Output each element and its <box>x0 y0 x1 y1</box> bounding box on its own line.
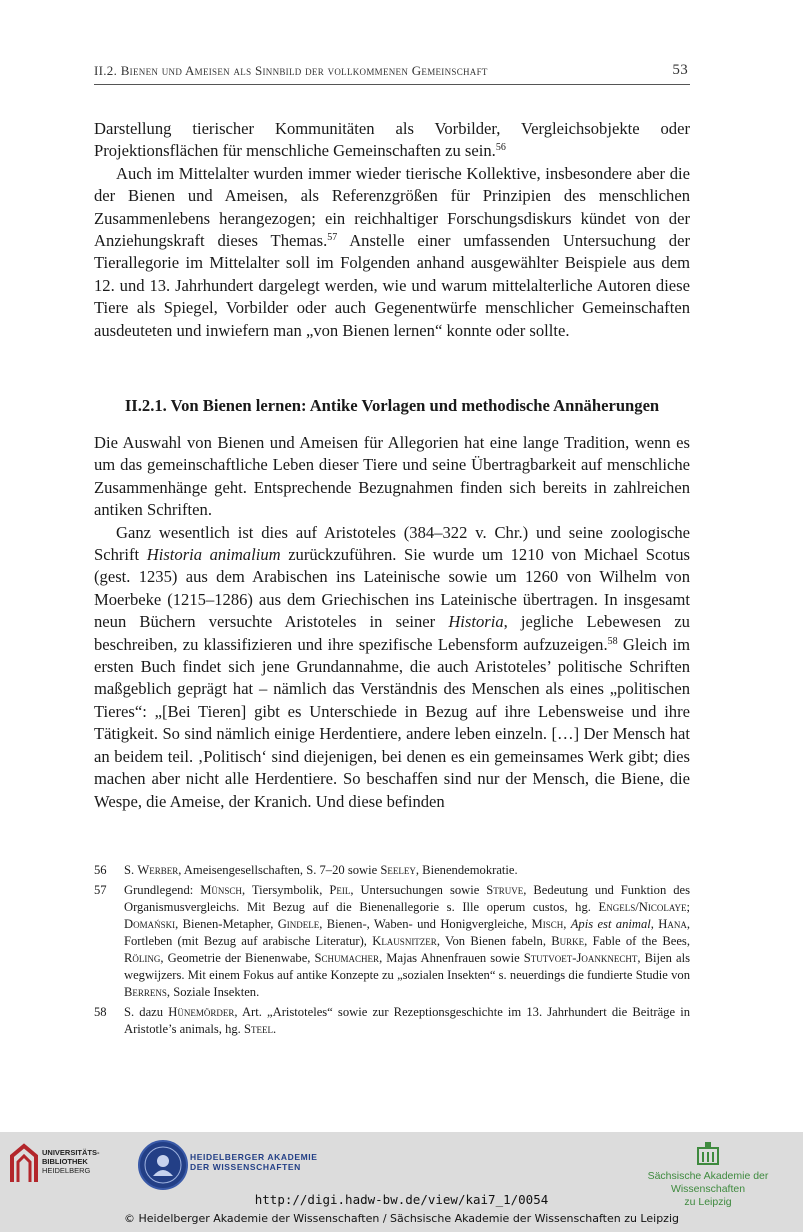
author-name: Misch <box>531 917 564 931</box>
hadw-logo-text <box>190 1152 318 1172</box>
footnote-text: , Von Bienen fabeln, <box>436 934 552 948</box>
footnote-text: , Bienen-, Waben- und Honigvergleiche, <box>319 917 532 931</box>
author-name: Stutvoet-Joanknecht <box>523 951 638 965</box>
author-name: Peil <box>329 883 351 897</box>
footnote-text: Grundlegend: <box>124 883 201 897</box>
italic-title: Historia <box>448 612 504 632</box>
ub-line: BIBLIOTHEK <box>42 1157 88 1166</box>
footnote-text: , Soziale Insekten. <box>166 985 260 999</box>
ub-line: UNIVERSITÄTS- <box>42 1148 100 1157</box>
author-name: Berrens <box>124 985 167 999</box>
footnote-ref[interactable]: 56 <box>495 142 506 154</box>
ub-line: HEIDELBERG <box>42 1166 91 1175</box>
paragraph-text: Anstelle einer umfassenden Untersuchung der Tierallegorie im Mittelalter soll im Folgenden anhand ausgewählter Beispiele aus dem 12. und 13. Jahrhundert dargelegt werden, wie und warum mittelalterliche Autoren diese Tiere als Spiegel, Vorbilder oder auch Gegenentwürfe menschlicher Gemeinschaften ausdeuteten und inwiefern man „von Bienen lernen“ konnte oder sollte. <box>94 231 690 340</box>
italic-title: Historia animalium <box>146 545 281 565</box>
footnote-text: , Bedeutung und Funktion des Organismusvergleichs. Mit Bezug auf die Bienenallegorie s. Ille operum custos, hg. <box>124 883 690 914</box>
footnote-text: , Tiersymbolik, <box>241 883 330 897</box>
author-name: Schumacher <box>314 951 380 965</box>
author-name: Werber <box>137 863 179 877</box>
footnote-text: , Fortleben (mit Bezug auf arabische Literatur), <box>124 917 691 948</box>
copyright-notice: © Heidelberger Akademie der Wissenschaften / Sächsische Akademie der Wissenschaften zu Leipzig <box>123 1212 679 1225</box>
footnote-text: , <box>563 917 571 931</box>
paragraph <box>94 522 690 813</box>
footnote-text: , Majas Ahnenfrauen sowie <box>379 951 524 965</box>
footnote-text: ; <box>686 900 690 914</box>
permalink-url[interactable]: http://digi.hadw-bw.de/view/kai7_1/0054 <box>254 1192 549 1207</box>
author-name: Hana <box>658 917 687 931</box>
author-name: Struve <box>486 883 524 897</box>
author-name: Steel <box>243 1022 273 1036</box>
saw-line: zu Leipzig <box>684 1196 732 1208</box>
paragraph-text: zurückzuführen. Sie wurde um 1210 von Michael Scotus (gest. 1235) aus dem Arabischen ins Lateinische sowie um 1260 von Wilhelm von Moerbeke (1215–1286) aus dem Griechischen ins Lateinische übertragen. In insgesamt neun Büchern versuchte Aristoteles in seiner <box>94 545 691 632</box>
footnote-ref[interactable]: 58 <box>607 635 618 647</box>
paragraph-text: , jegliche Lebewesen zu beschreiben, zu klassifizieren und ihre spezifische Lebensform aufzuzeigen. <box>94 612 690 654</box>
footnote-text: , Bienen-Metapher, <box>175 917 278 931</box>
author-name: Gindele <box>277 917 320 931</box>
paragraph-text: Auch im Mittelalter wurden immer wieder tierische Kollektive, insbesondere aber die der Bienen und Ameisen, als Referenzgrößen für Prinzipien des menschlichen Zusammenlebens herangezogen; ein reichhaltiger Forschungsdiskurs kündet von der Anziehungskraft dieses Themas. <box>94 163 690 251</box>
footnote-text: , <box>650 917 659 931</box>
footnote-text: , Bienendemokratie. <box>415 863 518 877</box>
footnote-text: , Geometrie der Bienenwabe, <box>160 951 315 965</box>
section-heading: II.2.1. Von Bienen lernen: Antike Vorlagen und methodische Annäherungen <box>124 396 660 415</box>
running-head-title: II.2. Bienen und Ameisen als Sinnbild der vollkommenen Gemeinschaft <box>94 63 488 78</box>
ub-heidelberg-logo[interactable] <box>8 1142 118 1192</box>
page-number: 53 <box>672 62 688 78</box>
author-name: Röling <box>124 951 161 965</box>
hadw-line: DER WISSENSCHAFTEN <box>190 1162 301 1172</box>
author-name: Domański <box>124 917 176 931</box>
hadw-logo[interactable] <box>138 1140 338 1198</box>
hadw-seal-icon <box>138 1140 188 1190</box>
paragraph-text: Darstellung tierischer Kommunitäten als Vorbilder, Vergleichsobjekte oder Projektionsflächen für menschliche Gemeinschaften zu sein. <box>94 119 690 161</box>
saw-line: Sächsische Akademie der Wissenschaften <box>647 1170 769 1195</box>
italic-title: Apis est animal <box>570 917 651 931</box>
footnote-ref[interactable]: 57 <box>327 232 338 244</box>
footnote-text: S. dazu <box>124 1005 169 1019</box>
hadw-line: HEIDELBERGER AKADEMIE <box>190 1152 318 1162</box>
intro-text <box>94 118 690 342</box>
saw-leipzig-logo[interactable] <box>620 1140 796 1208</box>
footnote-text: . <box>272 1022 277 1036</box>
footnote-text: , Bijen als wegwijzers. Mit einem Fokus auf antike Konzepte zu „sozialen Insekten“ s. neuerdings die fundierte Studie von <box>124 951 690 982</box>
author-name: Klausnitzer <box>372 934 437 948</box>
author-name: Burke <box>551 934 585 948</box>
paragraph: Die Auswahl von Bienen und Ameisen für Allegorien hat eine lange Tradition, wenn es um das gemeinschaftliche Leben dieser Tiere und seine Übertragbarkeit auf menschliche Zusammenhänge geht. Entsprechende Bezugnahmen finden sich bereits in zahlreichen antiken Schriften. <box>94 433 690 520</box>
author-name: Seeley <box>380 863 416 877</box>
author-name: Engels/Nicolaye <box>598 900 687 914</box>
ub-logo-text <box>42 1148 100 1175</box>
footnote-number: 58 <box>94 1005 107 1019</box>
paragraph-text: Ganz wesentlich ist dies auf Aristoteles (384–322 v. Chr.) und seine zoologische Schrift <box>94 522 690 565</box>
footnote <box>94 1004 690 1038</box>
footnotes <box>94 862 690 1041</box>
author-name: Hünemörder <box>168 1005 235 1019</box>
saw-building-icon <box>696 1140 720 1166</box>
paragraph-text: Gleich im ersten Buch findet sich jene Grundannahme, die auch Aristoteles’ politische Schriften maßgeblich geprägt hat – nämlich das Verständnis des Menschen als eines „politischen Tieres“: „[Bei Tieren] gibt es Unterschiede in Bezug auf ihre Lebensweise und ihre Tätigkeit. So sind nämlich einige Herdentiere, andere leben einzeln. […] Der Mensch hat an beidem teil. ‚Politisch‘ sind diejenigen, bei denen es ein gemeinsames Werk gibt; dies machen aber nicht alle Herdentiere. So beschaffen sind nur der Mensch, die Biene, die Wespe, die Ameise, der Kranich. Und diese befinden <box>94 634 690 811</box>
footnote <box>94 882 690 1001</box>
footnote-text: , Ameisengesellschaften, S. 7–20 sowie <box>178 863 381 877</box>
footnote <box>94 862 690 879</box>
footnote-text: S. <box>124 863 138 877</box>
running-head <box>94 62 690 85</box>
footnote-text: , Art. „Aristoteles“ sowie zur Rezeptionsgeschichte im 13. Jahrhundert die Beiträge in Aristotle’s animals, hg. <box>124 1005 690 1036</box>
section-text <box>94 432 690 813</box>
footnote-text: , Fable of the Bees, <box>584 934 690 948</box>
paragraph <box>94 118 690 163</box>
author-name: Münsch <box>200 883 242 897</box>
ub-mark-icon <box>8 1142 40 1186</box>
footnote-text: , Untersuchungen sowie <box>350 883 487 897</box>
footnote-number: 56 <box>94 863 107 877</box>
footnote-number: 57 <box>94 883 107 897</box>
paragraph <box>94 163 690 342</box>
